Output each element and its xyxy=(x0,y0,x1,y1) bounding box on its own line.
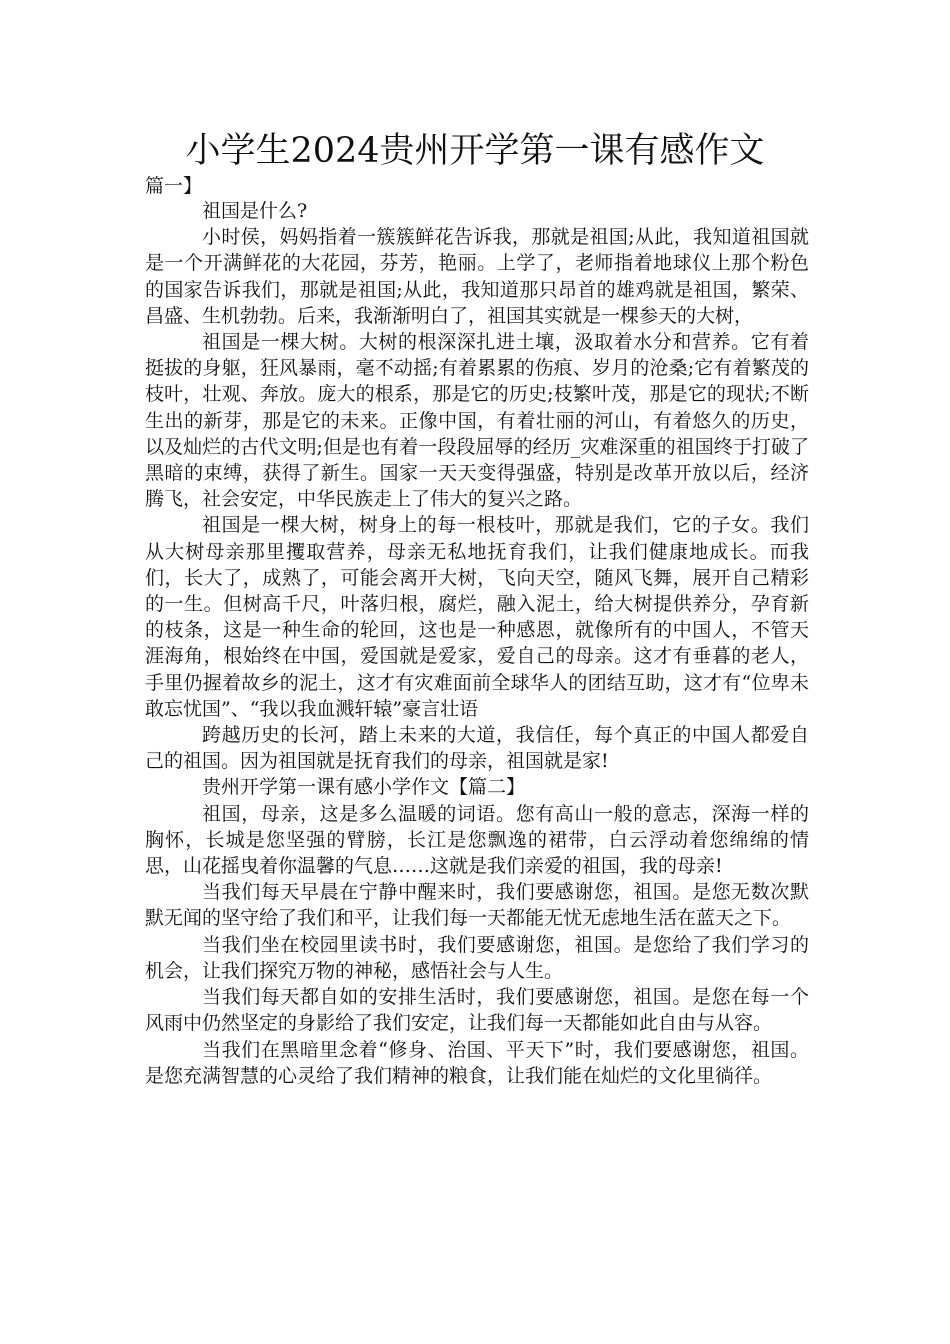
paragraph: 当我们每天都自如的安排生活时，我们要感谢您，祖国。是您在每一个风雨中仍然坚定的身影给了我们安定，让我们每一天都能如此自由与从容。 xyxy=(145,986,809,1035)
document-body xyxy=(145,198,809,1089)
paragraph: 当我们在黑暗里念着“修身、治国、平天下”时，我们要感谢您，祖国。是您充满智慧的心灵给了我们精神的粮食，让我们能在灿烂的文化里徜徉。 xyxy=(145,1038,809,1087)
paragraph: 小时侯，妈妈指着一簇簇鲜花告诉我，那就是祖国;从此，我知道祖国就是一个开满鲜花的大花园，芬芳，艳丽。上学了，老师指着地球仪上那个粉色的国家告诉我们，那就是祖国;从此，我知道那只昂首的雄鸡就是祖国，繁荣、昌盛、生机勃勃。后来，我渐渐明白了，祖国其实就是一棵参天的大树， xyxy=(145,226,809,327)
paragraph: 跨越历史的长河，踏上未来的大道，我信任，每个真正的中国人都爱自己的祖国。因为祖国就是抚育我们的母亲，祖国就是家! xyxy=(145,724,809,773)
section-heading: 贵州开学第一课有感小学作文【篇二】 xyxy=(202,776,526,799)
paragraph: 当我们坐在校园里读书时，我们要感谢您，祖国。是您给了我们学习的机会，让我们探究万物的神秘，感悟社会与人生。 xyxy=(145,933,809,982)
paragraph: 祖国是一棵大树。大树的根深深扎进土壤，汲取着水分和营养。它有着挺拔的身躯，狂风暴雨，毫不动摇;有着累累的伤痕、岁月的沧桑;它有着繁茂的枝叶，壮观、奔放。庞大的根系，那是它的历史;枝繁叶茂，那是它的现状;不断生出的新芽，那是它的未来。正像中国，有着壮丽的河山，有着悠久的历史，以及灿烂的古代文明;但是也有着一段段屈辱的经历_灾难深重的祖国终于打破了黑暗的束缚，获得了新生。国家一天天变得强盛，特别是改革开放以后，经济腾飞，社会安定，中华民族走上了伟大的复兴之路。 xyxy=(145,331,809,511)
paragraph: 祖国是一棵大树，树身上的每一根枝叶，那就是我们，它的子女。我们从大树母亲那里攫取营养，母亲无私地抚育我们，让我们健康地成长。而我们，长大了，成熟了，可能会离开大树，飞向天空，随风飞舞，展开自己精彩的一生。但树高千尺，叶落归根，腐烂，融入泥土，给大树提供养分，孕育新的枝条，这是一种生命的轮回，这也是一种感恩，就像所有的中国人，不管天涯海角，根始终在中国，爱国就是爱家，爱自己的母亲。这才有垂暮的老人，手里仍握着故乡的泥土，这才有灾难面前全球华人的团结互助，这才有“位卑未敢忘忧国”、“我以我血溅轩辕”豪言壮语 xyxy=(145,514,809,720)
paragraph: 祖国，母亲，这是多么温暖的词语。您有高山一般的意志，深海一样的胸怀，长城是您坚强的臂膀，长江是您飘逸的裙带，白云浮动着您绵绵的情思，山花摇曳着你温馨的气息……这就是我们亲爱的祖国，我的母亲! xyxy=(145,802,809,878)
paragraph: 祖国是什么? xyxy=(202,200,308,222)
section-label: 篇一】 xyxy=(145,175,203,197)
document-title: 小学生2024贵州开学第一课有感作文 xyxy=(185,131,765,171)
paragraph: 当我们每天早晨在宁静中醒来时，我们要感谢您，祖国。是您无数次默默无闻的坚守给了我们和平，让我们每一天都能无忧无虑地生活在蓝天之下。 xyxy=(145,881,809,930)
